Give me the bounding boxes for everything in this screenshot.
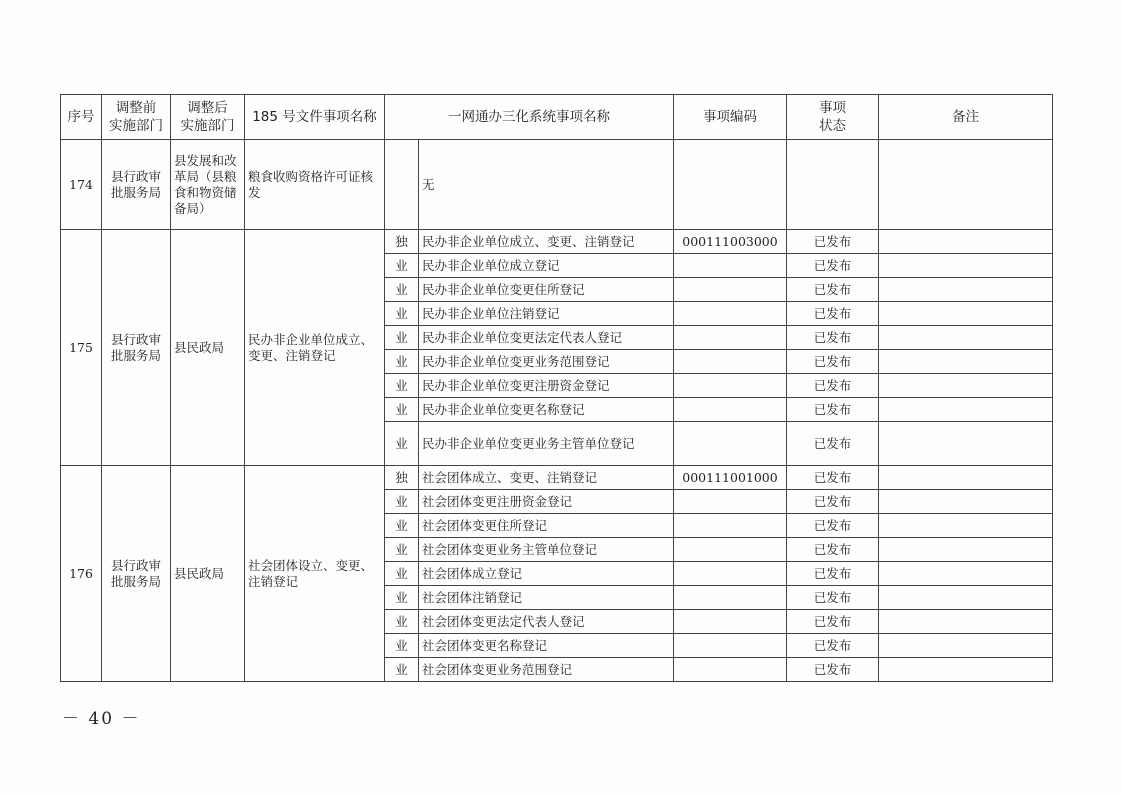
cell-dept-before: 县行政审批服务局 bbox=[102, 230, 171, 466]
cell-remark bbox=[879, 514, 1053, 538]
cell-status: 已发布 bbox=[787, 374, 879, 398]
header-code: 事项编码 bbox=[674, 95, 787, 140]
cell-tag: 业 bbox=[385, 658, 419, 682]
cell-remark bbox=[879, 490, 1053, 514]
cell-remark bbox=[879, 278, 1053, 302]
cell-doc185: 民办非企业单位成立、变更、注销登记 bbox=[245, 230, 385, 466]
cell-tag: 业 bbox=[385, 490, 419, 514]
cell-remark bbox=[879, 254, 1053, 278]
cell-status: 已发布 bbox=[787, 586, 879, 610]
cell-system-name: 社会团体变更法定代表人登记 bbox=[419, 610, 674, 634]
header-remark: 备注 bbox=[879, 95, 1053, 140]
cell-code bbox=[674, 350, 787, 374]
cell-system-name: 社会团体变更业务范围登记 bbox=[419, 658, 674, 682]
cell-system-name: 民办非企业单位变更业务范围登记 bbox=[419, 350, 674, 374]
cell-code bbox=[674, 490, 787, 514]
cell-system-name: 社会团体变更名称登记 bbox=[419, 634, 674, 658]
cell-dept-after: 县民政局 bbox=[171, 230, 245, 466]
cell-status: 已发布 bbox=[787, 610, 879, 634]
cell-code bbox=[674, 538, 787, 562]
cell-code bbox=[674, 278, 787, 302]
cell-tag: 业 bbox=[385, 562, 419, 586]
header-status: 事项 状态 bbox=[787, 95, 879, 140]
cell-code bbox=[674, 302, 787, 326]
header-dept-after: 调整后 实施部门 bbox=[171, 95, 245, 140]
cell-tag: 业 bbox=[385, 302, 419, 326]
cell-status: 已发布 bbox=[787, 514, 879, 538]
cell-status: 已发布 bbox=[787, 278, 879, 302]
cell-system-name: 社会团体变更住所登记 bbox=[419, 514, 674, 538]
cell-dept-after: 县发展和改革局（县粮食和物资储备局） bbox=[171, 140, 245, 230]
cell-tag: 业 bbox=[385, 374, 419, 398]
cell-code: 000111003000 bbox=[674, 230, 787, 254]
cell-system-name: 社会团体成立、变更、注销登记 bbox=[419, 466, 674, 490]
cell-tag: 业 bbox=[385, 610, 419, 634]
cell-system-name: 无 bbox=[419, 140, 674, 230]
cell-seq: 175 bbox=[61, 230, 102, 466]
table-row bbox=[61, 230, 1053, 254]
cell-system-name: 民办非企业单位变更注册资金登记 bbox=[419, 374, 674, 398]
cell-status bbox=[787, 140, 879, 230]
cell-status: 已发布 bbox=[787, 490, 879, 514]
cell-code bbox=[674, 562, 787, 586]
cell-system-name: 社会团体成立登记 bbox=[419, 562, 674, 586]
cell-doc185: 社会团体设立、变更、注销登记 bbox=[245, 466, 385, 682]
cell-remark bbox=[879, 634, 1053, 658]
cell-dept-before: 县行政审批服务局 bbox=[102, 140, 171, 230]
cell-tag bbox=[385, 140, 419, 230]
cell-status: 已发布 bbox=[787, 538, 879, 562]
cell-seq: 174 bbox=[61, 140, 102, 230]
cell-system-name: 社会团体注销登记 bbox=[419, 586, 674, 610]
cell-remark bbox=[879, 350, 1053, 374]
cell-status: 已发布 bbox=[787, 326, 879, 350]
cell-status: 已发布 bbox=[787, 634, 879, 658]
cell-code bbox=[674, 514, 787, 538]
cell-tag: 业 bbox=[385, 326, 419, 350]
cell-code bbox=[674, 422, 787, 466]
table-row bbox=[61, 140, 1053, 230]
cell-remark bbox=[879, 538, 1053, 562]
cell-status: 已发布 bbox=[787, 254, 879, 278]
cell-system-name: 民办非企业单位注销登记 bbox=[419, 302, 674, 326]
header-seq: 序号 bbox=[61, 95, 102, 140]
cell-remark bbox=[879, 562, 1053, 586]
cell-code bbox=[674, 254, 787, 278]
cell-system-name: 民办非企业单位变更业务主管单位登记 bbox=[419, 422, 674, 466]
cell-system-name: 民办非企业单位成立、变更、注销登记 bbox=[419, 230, 674, 254]
table-row bbox=[61, 466, 1053, 490]
cell-code bbox=[674, 326, 787, 350]
header-doc185: 185 号文件事项名称 bbox=[245, 95, 385, 140]
cell-tag: 业 bbox=[385, 254, 419, 278]
cell-remark bbox=[879, 586, 1053, 610]
cell-remark bbox=[879, 466, 1053, 490]
cell-tag: 业 bbox=[385, 278, 419, 302]
cell-doc185: 粮食收购资格许可证核发 bbox=[245, 140, 385, 230]
cell-code bbox=[674, 586, 787, 610]
cell-remark bbox=[879, 230, 1053, 254]
cell-remark bbox=[879, 326, 1053, 350]
table-body bbox=[61, 140, 1053, 682]
table-header-row bbox=[61, 95, 1053, 140]
cell-code bbox=[674, 658, 787, 682]
cell-remark bbox=[879, 302, 1053, 326]
cell-tag: 业 bbox=[385, 422, 419, 466]
cell-system-name: 民办非企业单位变更住所登记 bbox=[419, 278, 674, 302]
cell-dept-before: 县行政审批服务局 bbox=[102, 466, 171, 682]
header-system-name: 一网通办三化系统事项名称 bbox=[385, 95, 674, 140]
cell-status: 已发布 bbox=[787, 230, 879, 254]
cell-status: 已发布 bbox=[787, 658, 879, 682]
cell-remark bbox=[879, 140, 1053, 230]
cell-code bbox=[674, 140, 787, 230]
header-dept-before: 调整前 实施部门 bbox=[102, 95, 171, 140]
cell-code bbox=[674, 610, 787, 634]
cell-tag: 业 bbox=[385, 350, 419, 374]
cell-system-name: 社会团体变更业务主管单位登记 bbox=[419, 538, 674, 562]
cell-remark bbox=[879, 422, 1053, 466]
cell-code bbox=[674, 374, 787, 398]
cell-seq: 176 bbox=[61, 466, 102, 682]
cell-tag: 业 bbox=[385, 514, 419, 538]
cell-tag: 业 bbox=[385, 538, 419, 562]
cell-remark bbox=[879, 374, 1053, 398]
cell-status: 已发布 bbox=[787, 398, 879, 422]
cell-status: 已发布 bbox=[787, 422, 879, 466]
cell-tag: 业 bbox=[385, 634, 419, 658]
cell-status: 已发布 bbox=[787, 302, 879, 326]
cell-system-name: 民办非企业单位变更法定代表人登记 bbox=[419, 326, 674, 350]
cell-remark bbox=[879, 398, 1053, 422]
cell-remark bbox=[879, 658, 1053, 682]
items-table bbox=[60, 94, 1053, 682]
cell-remark bbox=[879, 610, 1053, 634]
cell-status: 已发布 bbox=[787, 562, 879, 586]
cell-tag: 独 bbox=[385, 466, 419, 490]
cell-status: 已发布 bbox=[787, 350, 879, 374]
cell-tag: 业 bbox=[385, 398, 419, 422]
cell-system-name: 民办非企业单位变更名称登记 bbox=[419, 398, 674, 422]
cell-system-name: 社会团体变更注册资金登记 bbox=[419, 490, 674, 514]
cell-tag: 业 bbox=[385, 586, 419, 610]
cell-code: 000111001000 bbox=[674, 466, 787, 490]
cell-status: 已发布 bbox=[787, 466, 879, 490]
cell-code bbox=[674, 634, 787, 658]
page-number: － 40 － bbox=[62, 709, 141, 729]
cell-tag: 独 bbox=[385, 230, 419, 254]
cell-dept-after: 县民政局 bbox=[171, 466, 245, 682]
cell-system-name: 民办非企业单位成立登记 bbox=[419, 254, 674, 278]
cell-code bbox=[674, 398, 787, 422]
